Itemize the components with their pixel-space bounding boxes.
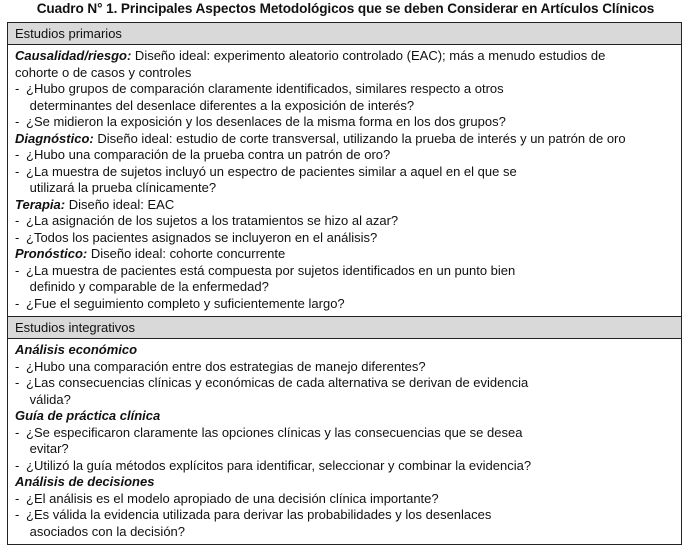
group-title: Causalidad/riesgo:: [15, 48, 132, 63]
section-body-integrative: [8, 339, 681, 544]
group-economic-analysis: [15, 342, 674, 408]
question-text: ¿Hubo una comparación entre dos estrategias de manejo diferentes?: [26, 358, 426, 374]
question-item: [15, 213, 674, 230]
group-decision-analysis: [15, 474, 674, 540]
bullet-dash: -: [15, 229, 20, 245]
bullet-dash: -: [15, 147, 20, 162]
bullet-dash: -: [15, 507, 20, 522]
group-title: Diagnóstico:: [15, 130, 94, 146]
bullet-dash: -: [15, 358, 20, 374]
question-item: [15, 230, 674, 247]
question-text: ¿Las consecuencias clínicas y económicas de cada alternativa se derivan de evidencia válida?: [26, 375, 529, 407]
question-text: ¿La muestra de pacientes está compuesta por sujetos identificados en un punto bien definido y comparable de la enfermedad?: [26, 262, 516, 294]
group-therapy: [15, 197, 674, 247]
group-title: Análisis de decisiones: [15, 474, 155, 489]
group-heading-line: [15, 246, 674, 263]
bullet-dash: -: [15, 163, 20, 179]
group-causality: [15, 48, 674, 131]
question-item: [15, 81, 674, 114]
bullet-dash: -: [15, 213, 20, 228]
question-text: ¿Se midieron la exposición y los desenlaces de la misma forma en los dos grupos?: [26, 114, 506, 129]
question-item: [15, 114, 674, 131]
question-item: [15, 491, 674, 508]
question-item: [15, 375, 674, 408]
question-text: ¿Se especificaron claramente las opciones clínicas y las consecuencias que se desea evitar?: [26, 424, 523, 456]
question-text: ¿Fue el seguimiento completo y suficientemente largo?: [26, 295, 345, 311]
design-text: Diseño ideal: experimento aleatorio controlado (EAC); más a menudo estudios de: [131, 48, 606, 63]
section-body-primary: [8, 45, 681, 316]
question-text: ¿El análisis es el modelo apropiado de una decisión clínica importante?: [26, 490, 439, 506]
bullet-dash: -: [15, 424, 20, 440]
design-text: Diseño ideal: estudio de corte transversal, utilizando la prueba de interés y un patrón de oro: [93, 130, 626, 146]
bullet-dash: -: [15, 114, 20, 129]
question-text: ¿Utilizó la guía métodos explícitos para identificar, seleccionar y combinar la evidencia?: [26, 457, 532, 473]
bullet-dash: -: [15, 81, 20, 96]
section-header-primary: Estudios primarios: [8, 23, 681, 45]
question-item: [15, 147, 674, 164]
bullet-dash: -: [15, 295, 20, 311]
question-item: [15, 263, 674, 296]
question-item: [15, 359, 674, 376]
table-caption: Cuadro N° 1. Principales Aspectos Metodológicos que se deben Considerar en Artículos Clínicos: [36, 1, 655, 16]
group-prognosis: [15, 246, 674, 312]
group-title: Análisis económico: [15, 342, 138, 357]
question-item: [15, 458, 674, 475]
question-text: ¿Todos los pacientes asignados se incluyeron en el análisis?: [26, 229, 378, 245]
question-text: ¿La muestra de sujetos incluyó un espectro de pacientes similar a aquel en el que se utilizará la prueba clínicamente?: [26, 163, 517, 195]
question-item: [15, 296, 674, 313]
question-item: [15, 164, 674, 197]
design-text-continued: cohorte o de casos y controles: [15, 64, 192, 80]
group-diagnosis: [15, 131, 674, 197]
group-title: Terapia:: [15, 196, 66, 212]
bullet-dash: -: [15, 262, 20, 278]
bullet-dash: -: [15, 375, 20, 390]
group-heading-line: [15, 48, 674, 65]
question-text: ¿Hubo grupos de comparación claramente identificados, similares respecto a otros determinantes del desenlace diferentes a la exposición de interés?: [26, 81, 504, 113]
group-heading-line: [15, 131, 674, 148]
question-item: [15, 425, 674, 458]
design-text: Diseño ideal: cohorte concurrente: [87, 246, 286, 261]
section-header-integrative: Estudios integrativos: [8, 316, 681, 339]
question-item: [15, 507, 674, 540]
bullet-dash: -: [15, 457, 20, 473]
design-text: Diseño ideal: EAC: [65, 196, 175, 212]
bullet-dash: -: [15, 490, 20, 506]
group-heading-line: [15, 197, 674, 214]
group-title: Guía de práctica clínica: [15, 408, 161, 423]
question-text: ¿Hubo una comparación de la prueba contra un patrón de oro?: [26, 147, 391, 162]
methodology-table: [7, 22, 682, 545]
question-text: ¿Es válida la evidencia utilizada para derivar las probabilidades y los desenlaces asociados con la decisión?: [26, 507, 492, 539]
question-text: ¿La asignación de los sujetos a los tratamientos se hizo al azar?: [26, 213, 399, 228]
group-title: Pronóstico:: [15, 246, 88, 261]
group-clinical-guideline: [15, 408, 674, 474]
